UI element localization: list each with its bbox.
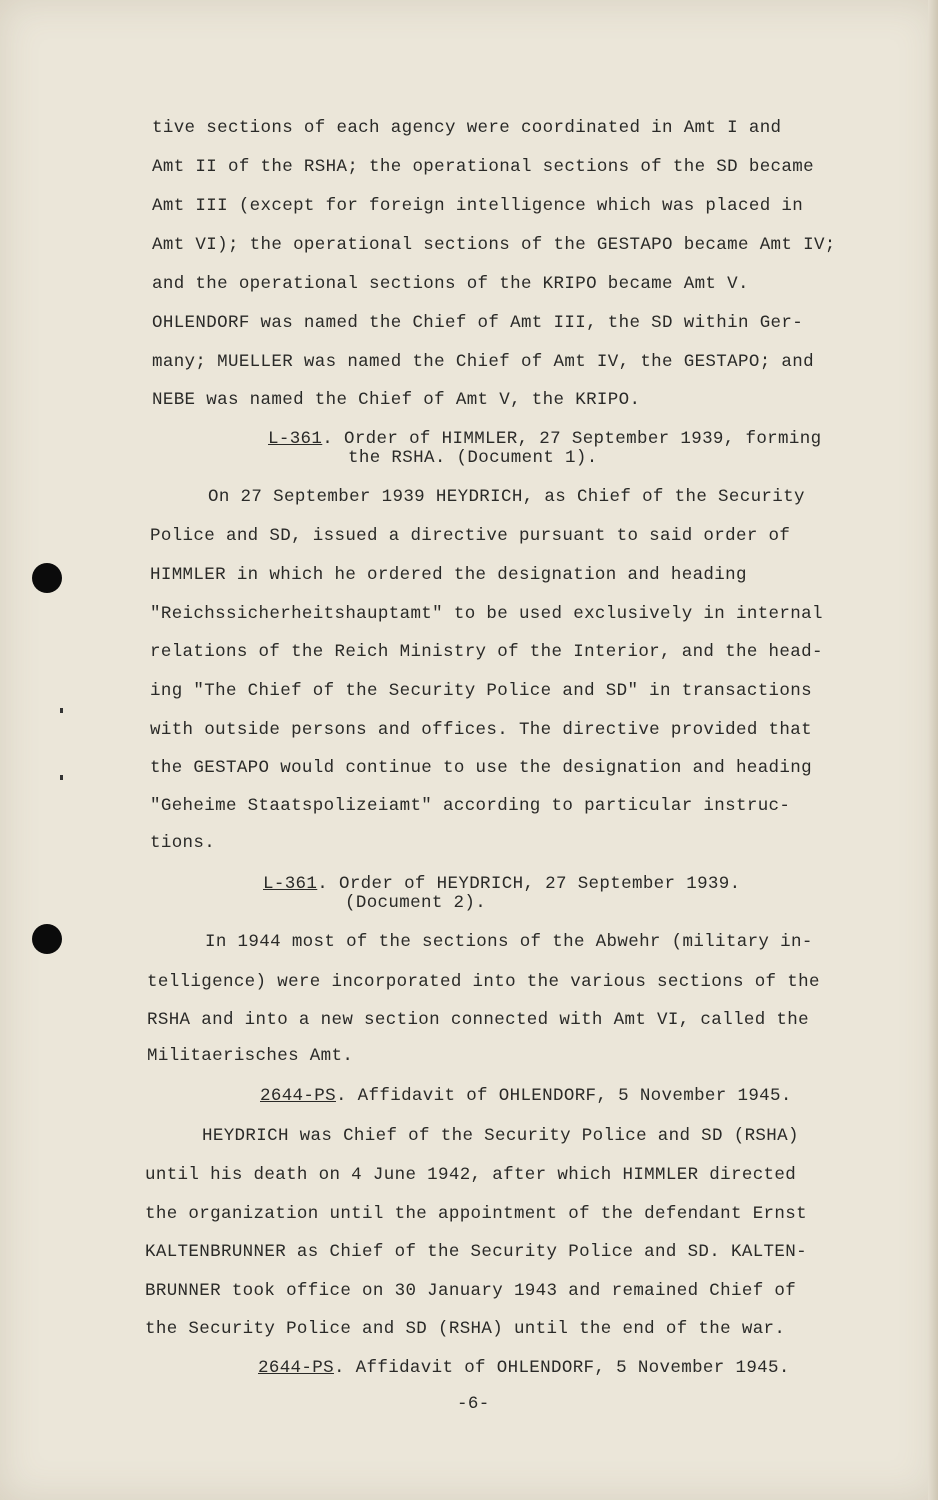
citation-reference: 2644-PS [258, 1358, 334, 1378]
text-line: tive sections of each agency were coordinated in Amt I and [152, 118, 782, 138]
text-line: with outside persons and offices. The directive provided that [150, 720, 812, 740]
text-line: the organization until the appointment of the defendant Ernst [145, 1204, 807, 1224]
citation-reference: 2644-PS [260, 1086, 336, 1106]
citation-text: . Order of HIMMLER, 27 September 1939, forming [322, 429, 822, 449]
citation-reference: L-361 [268, 429, 323, 449]
citation [263, 874, 740, 894]
citation [260, 1086, 792, 1106]
text-line: until his death on 4 June 1942, after which HIMMLER directed [145, 1165, 797, 1185]
text-line: tions. [150, 833, 216, 853]
text-line: Police and SD, issued a directive pursuant to said order of [150, 526, 791, 546]
citation-text: . Affidavit of OHLENDORF, 5 November 1945. [335, 1086, 792, 1106]
page-edge [928, 0, 938, 1500]
citation [258, 1358, 790, 1378]
punch-hole-upper [32, 563, 62, 593]
text-line: Amt III (except for foreign intelligence which was placed in [152, 196, 804, 216]
text-line: On 27 September 1939 HEYDRICH, as Chief of the Security [208, 487, 805, 507]
citation-text: . Affidavit of OHLENDORF, 5 November 1945. [333, 1358, 790, 1378]
text-line: In 1944 most of the sections of the Abwehr (military in- [205, 932, 813, 952]
text-line: relations of the Reich Ministry of the Interior, and the head- [150, 642, 823, 662]
text-line: Amt VI); the operational sections of the GESTAPO became Amt IV; [152, 235, 836, 255]
page-number: -6- [457, 1394, 490, 1414]
text-line: KALTENBRUNNER as Chief of the Security Police and SD. KALTEN- [145, 1242, 807, 1262]
text-line: many; MUELLER was named the Chief of Amt IV, the GESTAPO; and [152, 352, 814, 372]
text-line: the Security Police and SD (RSHA) until the end of the war. [145, 1319, 786, 1339]
text-line: OHLENDORF was named the Chief of Amt III, the SD within Ger- [152, 313, 804, 333]
text-line: "Reichssicherheitshauptamt" to be used exclusively in internal [150, 604, 823, 624]
text-line: telligence) were incorporated into the various sections of the [147, 972, 820, 992]
text-line: Amt II of the RSHA; the operational sections of the SD became [152, 157, 814, 177]
margin-mark [60, 775, 63, 780]
text-line: HEYDRICH was Chief of the Security Police and SD (RSHA) [202, 1126, 799, 1146]
text-line: and the operational sections of the KRIPO became Amt V. [152, 274, 749, 294]
text-line: RSHA and into a new section connected with Amt VI, called the [147, 1010, 809, 1030]
text-line: NEBE was named the Chief of Amt V, the KRIPO. [152, 390, 641, 410]
text-line: HIMMLER in which he ordered the designation and heading [150, 565, 747, 585]
text-line: Militaerisches Amt. [147, 1046, 354, 1066]
citation-text: . Order of HEYDRICH, 27 September 1939. [317, 874, 741, 894]
margin-mark [60, 708, 63, 713]
citation-continuation: the RSHA. (Document 1). [348, 448, 598, 468]
citation [268, 429, 821, 449]
text-line: BRUNNER took office on 30 January 1943 and remained Chief of [145, 1281, 797, 1301]
citation-continuation: (Document 2). [345, 893, 487, 913]
citation-reference: L-361 [263, 874, 318, 894]
text-line: ing "The Chief of the Security Police and SD" in transactions [150, 681, 812, 701]
text-line: "Geheime Staatspolizeiamt" according to particular instruc- [150, 796, 791, 816]
text-line: the GESTAPO would continue to use the designation and heading [150, 758, 812, 778]
punch-hole-lower [32, 924, 62, 954]
